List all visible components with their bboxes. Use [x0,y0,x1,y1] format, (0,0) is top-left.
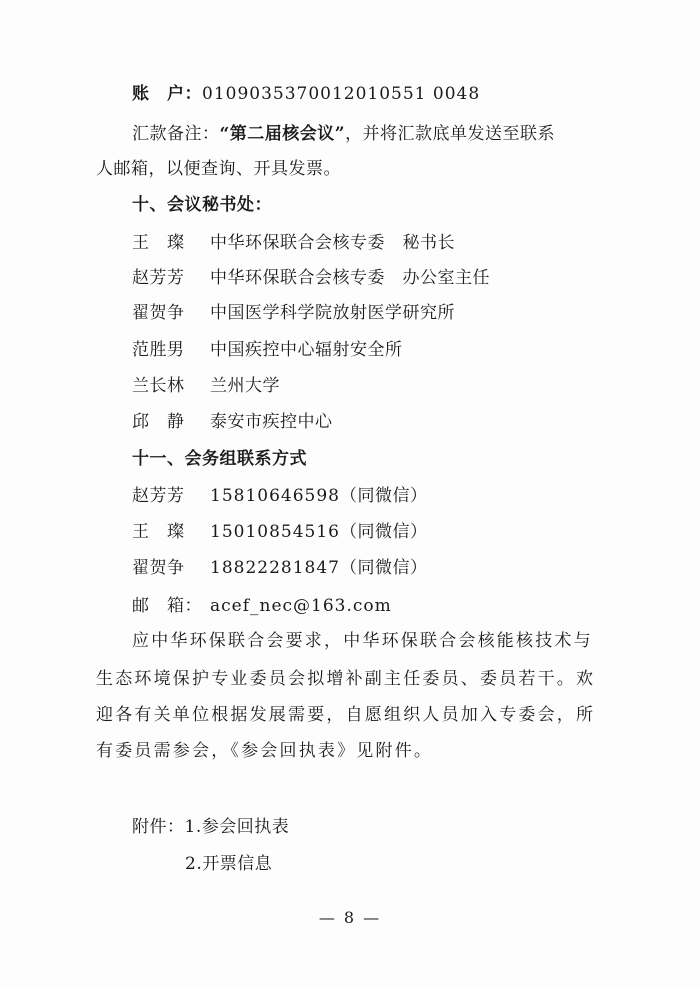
paragraph-line: 有委员需参会，《参会回执表》见附件。 [96,741,434,761]
attachments-row [132,816,289,838]
remit-note-line2: 人邮箱，以便查询、开具发票。 [96,159,341,179]
secretariat-member [132,411,333,433]
account-number: 0109035370012010551 0048 [202,84,481,104]
contact-row [132,557,427,579]
remit-note-suffix: ，并将汇款底单发送至联系 [345,124,556,144]
contact-row [132,485,427,507]
contact-name: 翟贺争 [132,558,185,578]
account-line [132,83,480,105]
contact-note: （同微信） [339,558,428,578]
contact-note: （同微信） [339,522,428,542]
contact-row [132,521,427,543]
contact-name: 赵芳芳 [132,486,185,506]
member-org: 兰州大学 [210,376,280,396]
email-row [132,595,392,617]
member-org: 中国疾控中心辐射安全所 [210,340,403,360]
member-org: 泰安市疾控中心 [210,412,333,432]
section11-heading: 十一、会务组联系方式 [132,449,307,469]
contact-phone: 18822281847 [210,558,340,578]
contact-phone: 15010854516 [210,522,340,542]
member-org: 中华环保联合会核专委 办公室主任 [210,268,490,288]
attachments-label: 附件： [132,817,185,837]
member-name: 范胜男 [132,340,185,360]
member-name: 翟贺争 [132,303,185,323]
member-name: 兰长林 [132,376,185,396]
paragraph-line: 生态环境保护专业委员会拟增补副主任委员、委员若干。欢 [96,669,596,689]
member-name: 王 璨 [132,233,185,253]
member-org: 中华环保联合会核专委 秘书长 [210,233,455,253]
email-address[interactable]: acef_nec@163.com [210,596,392,616]
account-label: 账 户： [132,84,202,104]
attachment-item: 1.参会回执表 [184,817,290,837]
contact-note: （同微信） [339,486,428,506]
remit-note-line1 [132,123,555,145]
section10-heading: 十、会议秘书处： [132,195,272,215]
member-name: 赵芳芳 [132,268,185,288]
secretariat-member [132,339,403,361]
secretariat-member [132,232,455,254]
paragraph-line: 应中华环保联合会要求，中华环保联合会核能核技术与 [132,631,593,651]
page-number: — 8 — [318,908,382,927]
member-org: 中国医学科学院放射医学研究所 [210,303,455,323]
contact-name: 王 璨 [132,522,185,542]
secretariat-member [132,302,455,324]
contact-phone: 15810646598 [210,486,340,506]
email-label: 邮 箱： [132,596,202,616]
member-name: 邱 静 [132,412,185,432]
secretariat-member [132,267,490,289]
remit-note-prefix: 汇款备注： [132,124,220,144]
secretariat-member [132,375,280,397]
attachment-item: 2.开票信息 [185,854,273,874]
paragraph-line: 迎各有关单位根据发展需要，自愿组织人员加入专委会，所 [96,705,596,725]
remit-note-quote: “第二届核会议” [219,124,346,144]
